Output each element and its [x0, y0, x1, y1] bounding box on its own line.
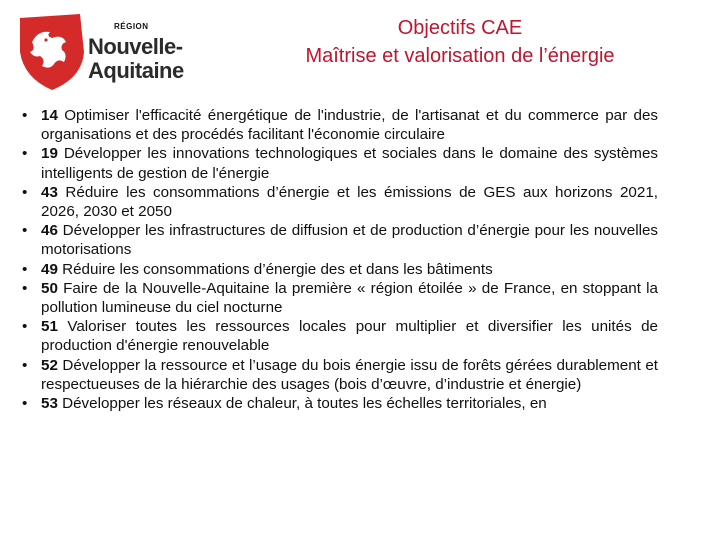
- bullet-icon: •: [22, 279, 28, 297]
- objective-text: Optimiser l'efficacité énergétique de l'industrie, de l'artisanat et du commerce par des organisations et des procédés facilitant l'économie circulaire: [41, 107, 658, 144]
- logo-name-line2: Aquitaine: [88, 58, 184, 83]
- objective-text: Réduire les consommations d’énergie et les émissions de GES aux horizons 2021, 2026, 2030 et 2050: [41, 183, 658, 221]
- list-item: [22, 144, 658, 182]
- bullet-icon: •: [22, 260, 28, 278]
- objective-number: 50: [41, 279, 58, 297]
- title-line2: Maîtrise et valorisation de l’énergie: [305, 45, 615, 67]
- objective-text: Valoriser toutes les ressources locales pour multiplier et diversifier les unités de production d'énergie renouvelable: [41, 318, 658, 355]
- bullet-icon: •: [22, 318, 28, 336]
- bullet-icon: •: [22, 145, 28, 163]
- logo-region-label: RÉGION: [114, 22, 149, 31]
- list-item: [22, 317, 658, 355]
- list-item: [22, 260, 658, 279]
- list-item: [22, 394, 658, 413]
- objective-number: 53: [41, 395, 58, 413]
- list-item: [22, 221, 658, 259]
- objective-number: 14: [41, 107, 58, 124]
- objective-text: Développer les infrastructures de diffusion et de production d’énergie pour les nouvelles motorisations: [41, 222, 658, 259]
- title-line1: Objectifs CAE: [397, 17, 523, 39]
- region-logo: [16, 12, 190, 92]
- objective-number: 49: [41, 260, 58, 278]
- list-item: [22, 356, 658, 394]
- objective-number: 46: [41, 222, 58, 240]
- slide-title: [200, 14, 720, 70]
- objective-text: Réduire les consommations d’énergie des et dans les bâtiments: [62, 260, 493, 278]
- objective-number: 43: [41, 183, 58, 201]
- objective-number: 19: [41, 145, 58, 163]
- bullet-icon: •: [22, 395, 28, 413]
- objective-text: Faire de la Nouvelle-Aquitaine la première « région étoilée » de France, en stoppant la pollution lumineuse du ciel nocturne: [41, 279, 658, 317]
- list-item: [22, 106, 658, 144]
- bullet-icon: •: [22, 356, 28, 374]
- objective-text: Développer les innovations technologiques et sociales dans le domaine des systèmes intelligents de gestion de l'énergie: [41, 145, 658, 182]
- objective-number: 51: [41, 318, 58, 336]
- objective-text: Développer la ressource et l’usage du bois énergie issu de forêts gérées durablement et respectueuses de la hiérarchie des usages (bois d’œuvre, d’industrie et énergie): [41, 356, 658, 393]
- list-item: [22, 279, 658, 317]
- logo-name-line1: Nouvelle-: [88, 34, 183, 59]
- bullet-icon: •: [22, 107, 28, 124]
- objectives-list: [22, 106, 658, 413]
- bullet-icon: •: [22, 183, 28, 201]
- objective-text: Développer les réseaux de chaleur, à toutes les échelles territoriales, en: [62, 395, 547, 413]
- lion-emblem-icon: [16, 12, 88, 92]
- list-item: [22, 183, 658, 221]
- objective-number: 52: [41, 356, 58, 374]
- bullet-icon: •: [22, 222, 28, 240]
